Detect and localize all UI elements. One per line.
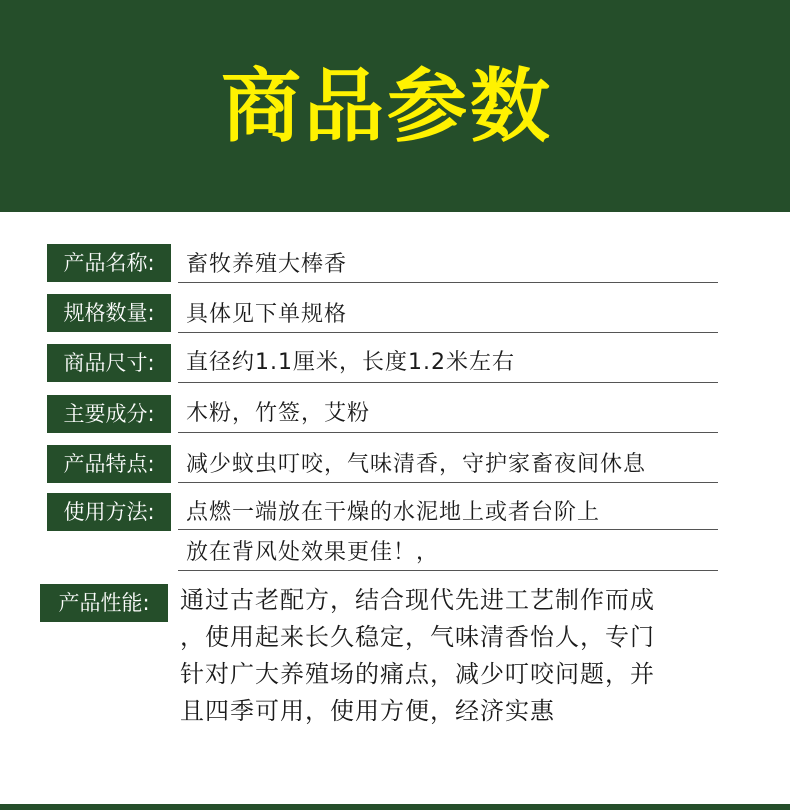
underline xyxy=(178,529,718,530)
page-title: 商品参数 xyxy=(221,60,553,153)
param-label: 规格数量: xyxy=(47,294,171,332)
underline xyxy=(178,332,718,333)
param-value: 直径约1.1厘米，长度1.2米左右 xyxy=(186,350,515,375)
param-value: 点燃一端放在干燥的水泥地上或者台阶上 xyxy=(186,500,601,525)
performance-line: ，使用起来长久稳定，气味清香怡人，专门 xyxy=(180,623,655,651)
param-label: 商品尺寸: xyxy=(47,344,171,382)
performance-line: 针对广大养殖场的痛点，减少叮咬问题，并 xyxy=(180,660,655,688)
underline xyxy=(178,282,718,283)
underline xyxy=(178,570,718,571)
param-value: 木粉，竹签，艾粉 xyxy=(186,401,371,426)
param-value-continued: 放在背风处效果更佳！， xyxy=(186,540,440,565)
underline xyxy=(178,482,718,483)
performance-label: 产品性能: xyxy=(40,584,168,622)
performance-line: 通过古老配方，结合现代先进工艺制作而成 xyxy=(180,586,655,614)
underline xyxy=(178,382,718,383)
param-label: 主要成分: xyxy=(47,395,171,433)
param-label: 产品特点: xyxy=(47,445,171,483)
param-label: 使用方法: xyxy=(47,493,171,531)
param-label: 产品名称: xyxy=(47,244,171,282)
param-value: 具体见下单规格 xyxy=(186,302,348,327)
performance-text xyxy=(180,582,720,730)
header-banner xyxy=(0,0,790,212)
param-value: 畜牧养殖大棒香 xyxy=(186,252,348,277)
param-value: 减少蚊虫叮咬，气味清香，守护家畜夜间休息 xyxy=(186,452,647,477)
performance-line: 且四季可用，使用方便，经济实惠 xyxy=(180,697,555,725)
bottom-border xyxy=(0,804,790,810)
underline xyxy=(178,432,718,433)
